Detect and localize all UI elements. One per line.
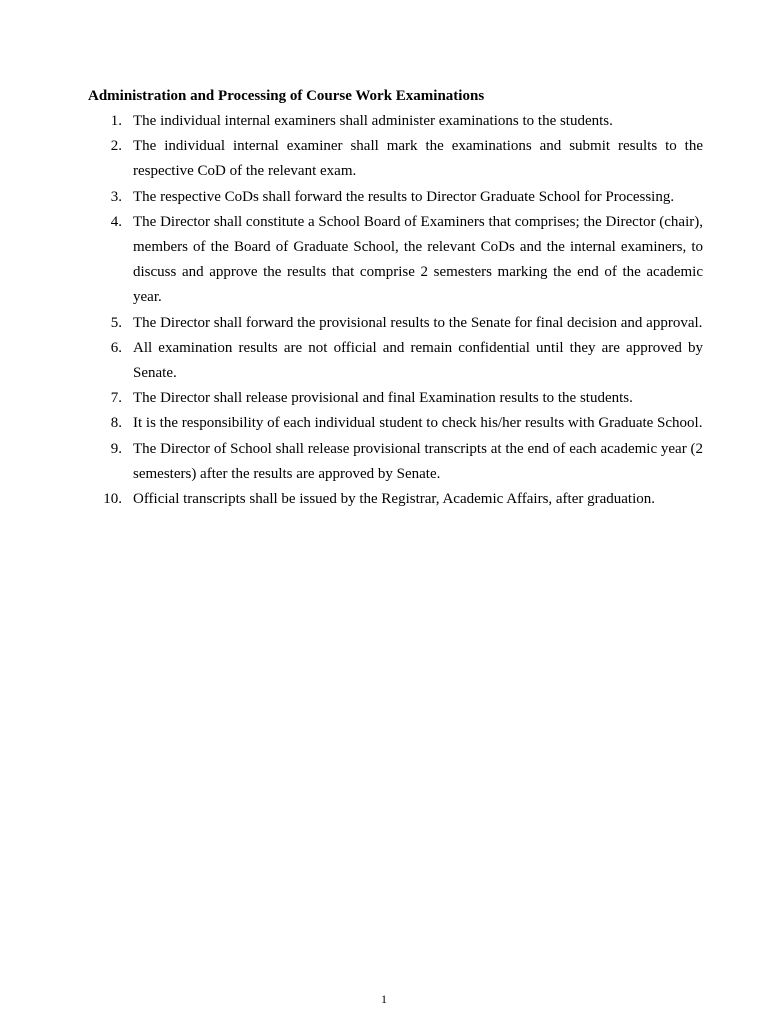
list-item-text: The individual internal examiner shall mark the examinations and submit results to the respective CoD of the relevant exam. — [133, 138, 703, 180]
list-item-number: 4. — [110, 213, 122, 230]
list-item — [88, 185, 703, 210]
list-item — [88, 487, 703, 512]
list-item-number: 6. — [110, 339, 122, 356]
list-item-number: 3. — [110, 188, 122, 205]
list-item-text: The Director shall release provisional and final Examination results to the students. — [133, 390, 633, 407]
list-item-number: 9. — [110, 440, 122, 457]
list-item — [88, 411, 703, 436]
list-item-text: The Director shall forward the provisional results to the Senate for final decision and approval. — [133, 314, 703, 331]
list-item-text: It is the responsibility of each individual student to check his/her results with Graduate School. — [133, 415, 703, 432]
list-item — [88, 386, 703, 411]
list-item-text: The Director of School shall release provisional transcripts at the end of each academic year (2 semesters) after the results are approved by Senate. — [133, 440, 703, 482]
list-item-number: 2. — [110, 138, 122, 155]
numbered-list — [88, 109, 703, 512]
page-number: 1 — [381, 992, 387, 1006]
list-item-number: 1. — [110, 113, 122, 129]
list-item-text: Official transcripts shall be issued by the Registrar, Academic Affairs, after graduation. — [133, 491, 656, 508]
document-body — [88, 86, 703, 512]
section-heading: Administration and Processing of Course Work Examinations — [88, 88, 485, 104]
list-item-number: 10. — [103, 491, 122, 508]
list-item — [88, 134, 703, 184]
list-item-text: The Director shall constitute a School Board of Examiners that comprises; the Director (chair), members of the Board of Graduate School, the relevant CoDs and the internal examiners, to discuss and approve the results that comprise 2 semesters marking the end of the academic year. — [133, 213, 703, 306]
list-item — [88, 437, 703, 487]
list-item-text: All examination results are not official and remain confidential until they are approved by Senate. — [133, 339, 703, 382]
list-item — [88, 311, 703, 336]
list-item-number: 8. — [110, 415, 122, 432]
list-item-number: 5. — [110, 314, 122, 331]
list-item — [88, 109, 703, 134]
list-item-number: 7. — [110, 390, 122, 407]
list-item-text: The respective CoDs shall forward the results to Director Graduate School for Processing. — [133, 188, 675, 205]
list-item-text: The individual internal examiners shall administer examinations to the students. — [133, 113, 613, 129]
list-item — [88, 210, 703, 311]
list-item — [88, 336, 703, 386]
